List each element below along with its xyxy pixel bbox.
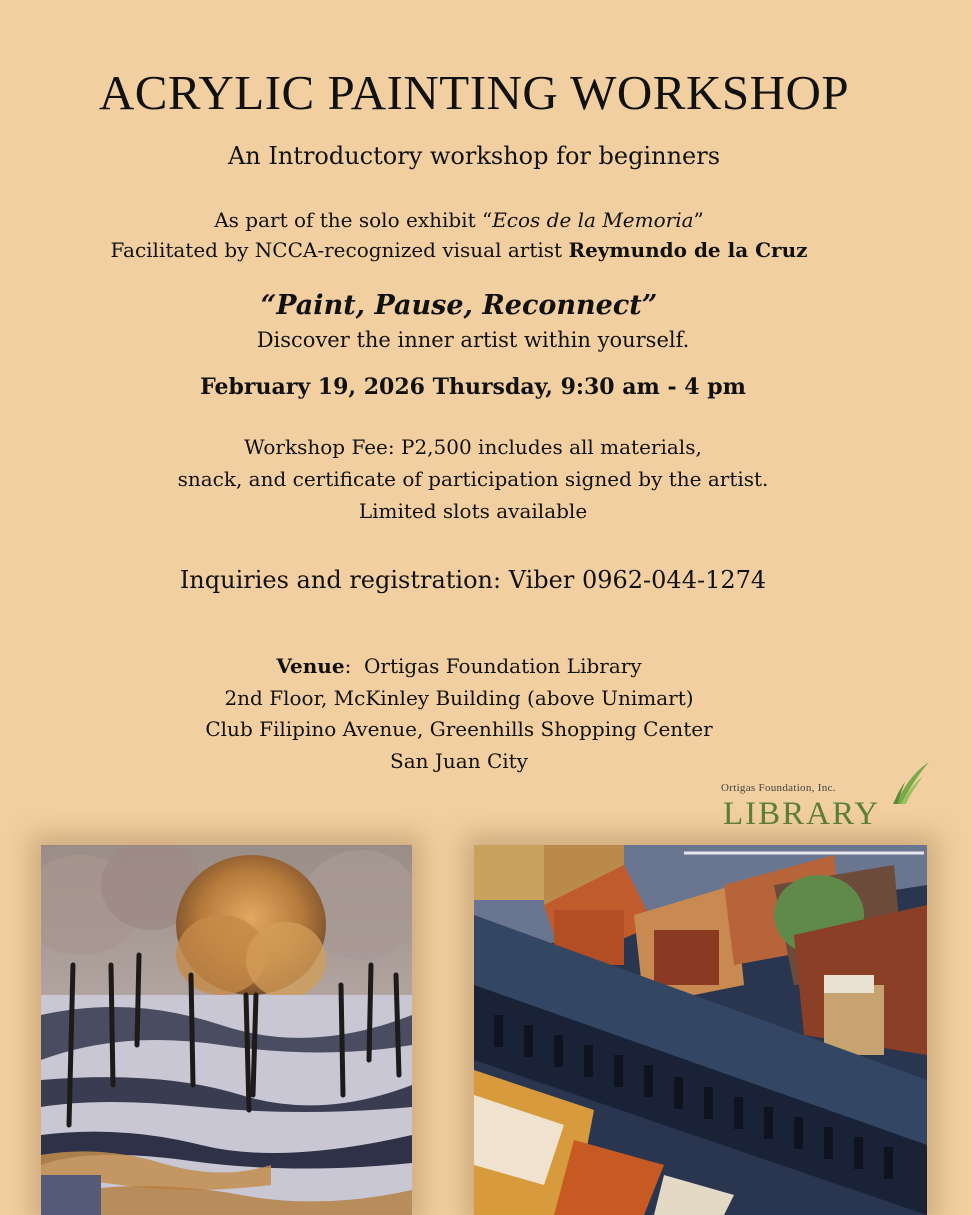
facilitator-prefix: Facilitated by NCCA-recognized visual artist <box>110 238 569 262</box>
venue-line-4: San Juan City <box>390 748 528 773</box>
inquiries: Inquiries and registration: Viber 0962-044-1274 <box>179 566 767 594</box>
discover-text: Discover the inner artist within yourself. <box>256 328 690 352</box>
facilitator-line <box>0 235 945 265</box>
venue-line-3: Club Filipino Avenue, Greenhills Shopping Center <box>205 717 713 741</box>
tagline: “Paint, Pause, Reconnect” <box>260 290 658 321</box>
library-logo <box>713 760 935 832</box>
exhibit-name: Ecos de la Memoria <box>492 208 694 232</box>
venue-name: Ortigas Foundation Library <box>364 654 642 678</box>
logo-org-name: Ortigas Foundation, Inc. <box>721 782 836 794</box>
venue-line-1 <box>0 651 945 683</box>
poster-title: ACRYLIC PAINTING WORKSHOP <box>98 65 850 120</box>
fee-line-1: Workshop Fee: P2,500 includes all materials, <box>244 435 702 459</box>
venue-colon: : <box>344 654 365 678</box>
venue-label: Venue <box>276 654 345 678</box>
fee-info <box>0 431 959 527</box>
logo-library-text: LIBRARY <box>723 796 881 832</box>
fee-line-3: Limited slots available <box>358 499 588 523</box>
painting-city-street <box>474 845 927 1215</box>
exhibit-prefix: As part of the solo exhibit “ <box>214 208 493 232</box>
venue-info <box>0 651 945 777</box>
exhibit-line <box>0 205 945 235</box>
event-date: February 19, 2026 Thursday, 9:30 am - 4 pm <box>200 374 746 400</box>
grass-icon <box>893 760 933 806</box>
fee-line-2: snack, and certificate of participation signed by the artist. <box>177 467 769 491</box>
poster-subtitle: An Introductory workshop for beginners <box>227 142 721 170</box>
venue-line-2: 2nd Floor, McKinley Building (above Unimart) <box>224 685 694 710</box>
painting-trees <box>41 845 412 1215</box>
artist-name: Reymundo de la Cruz <box>568 238 808 262</box>
exhibit-info <box>0 205 945 265</box>
exhibit-suffix: ” <box>693 208 704 232</box>
